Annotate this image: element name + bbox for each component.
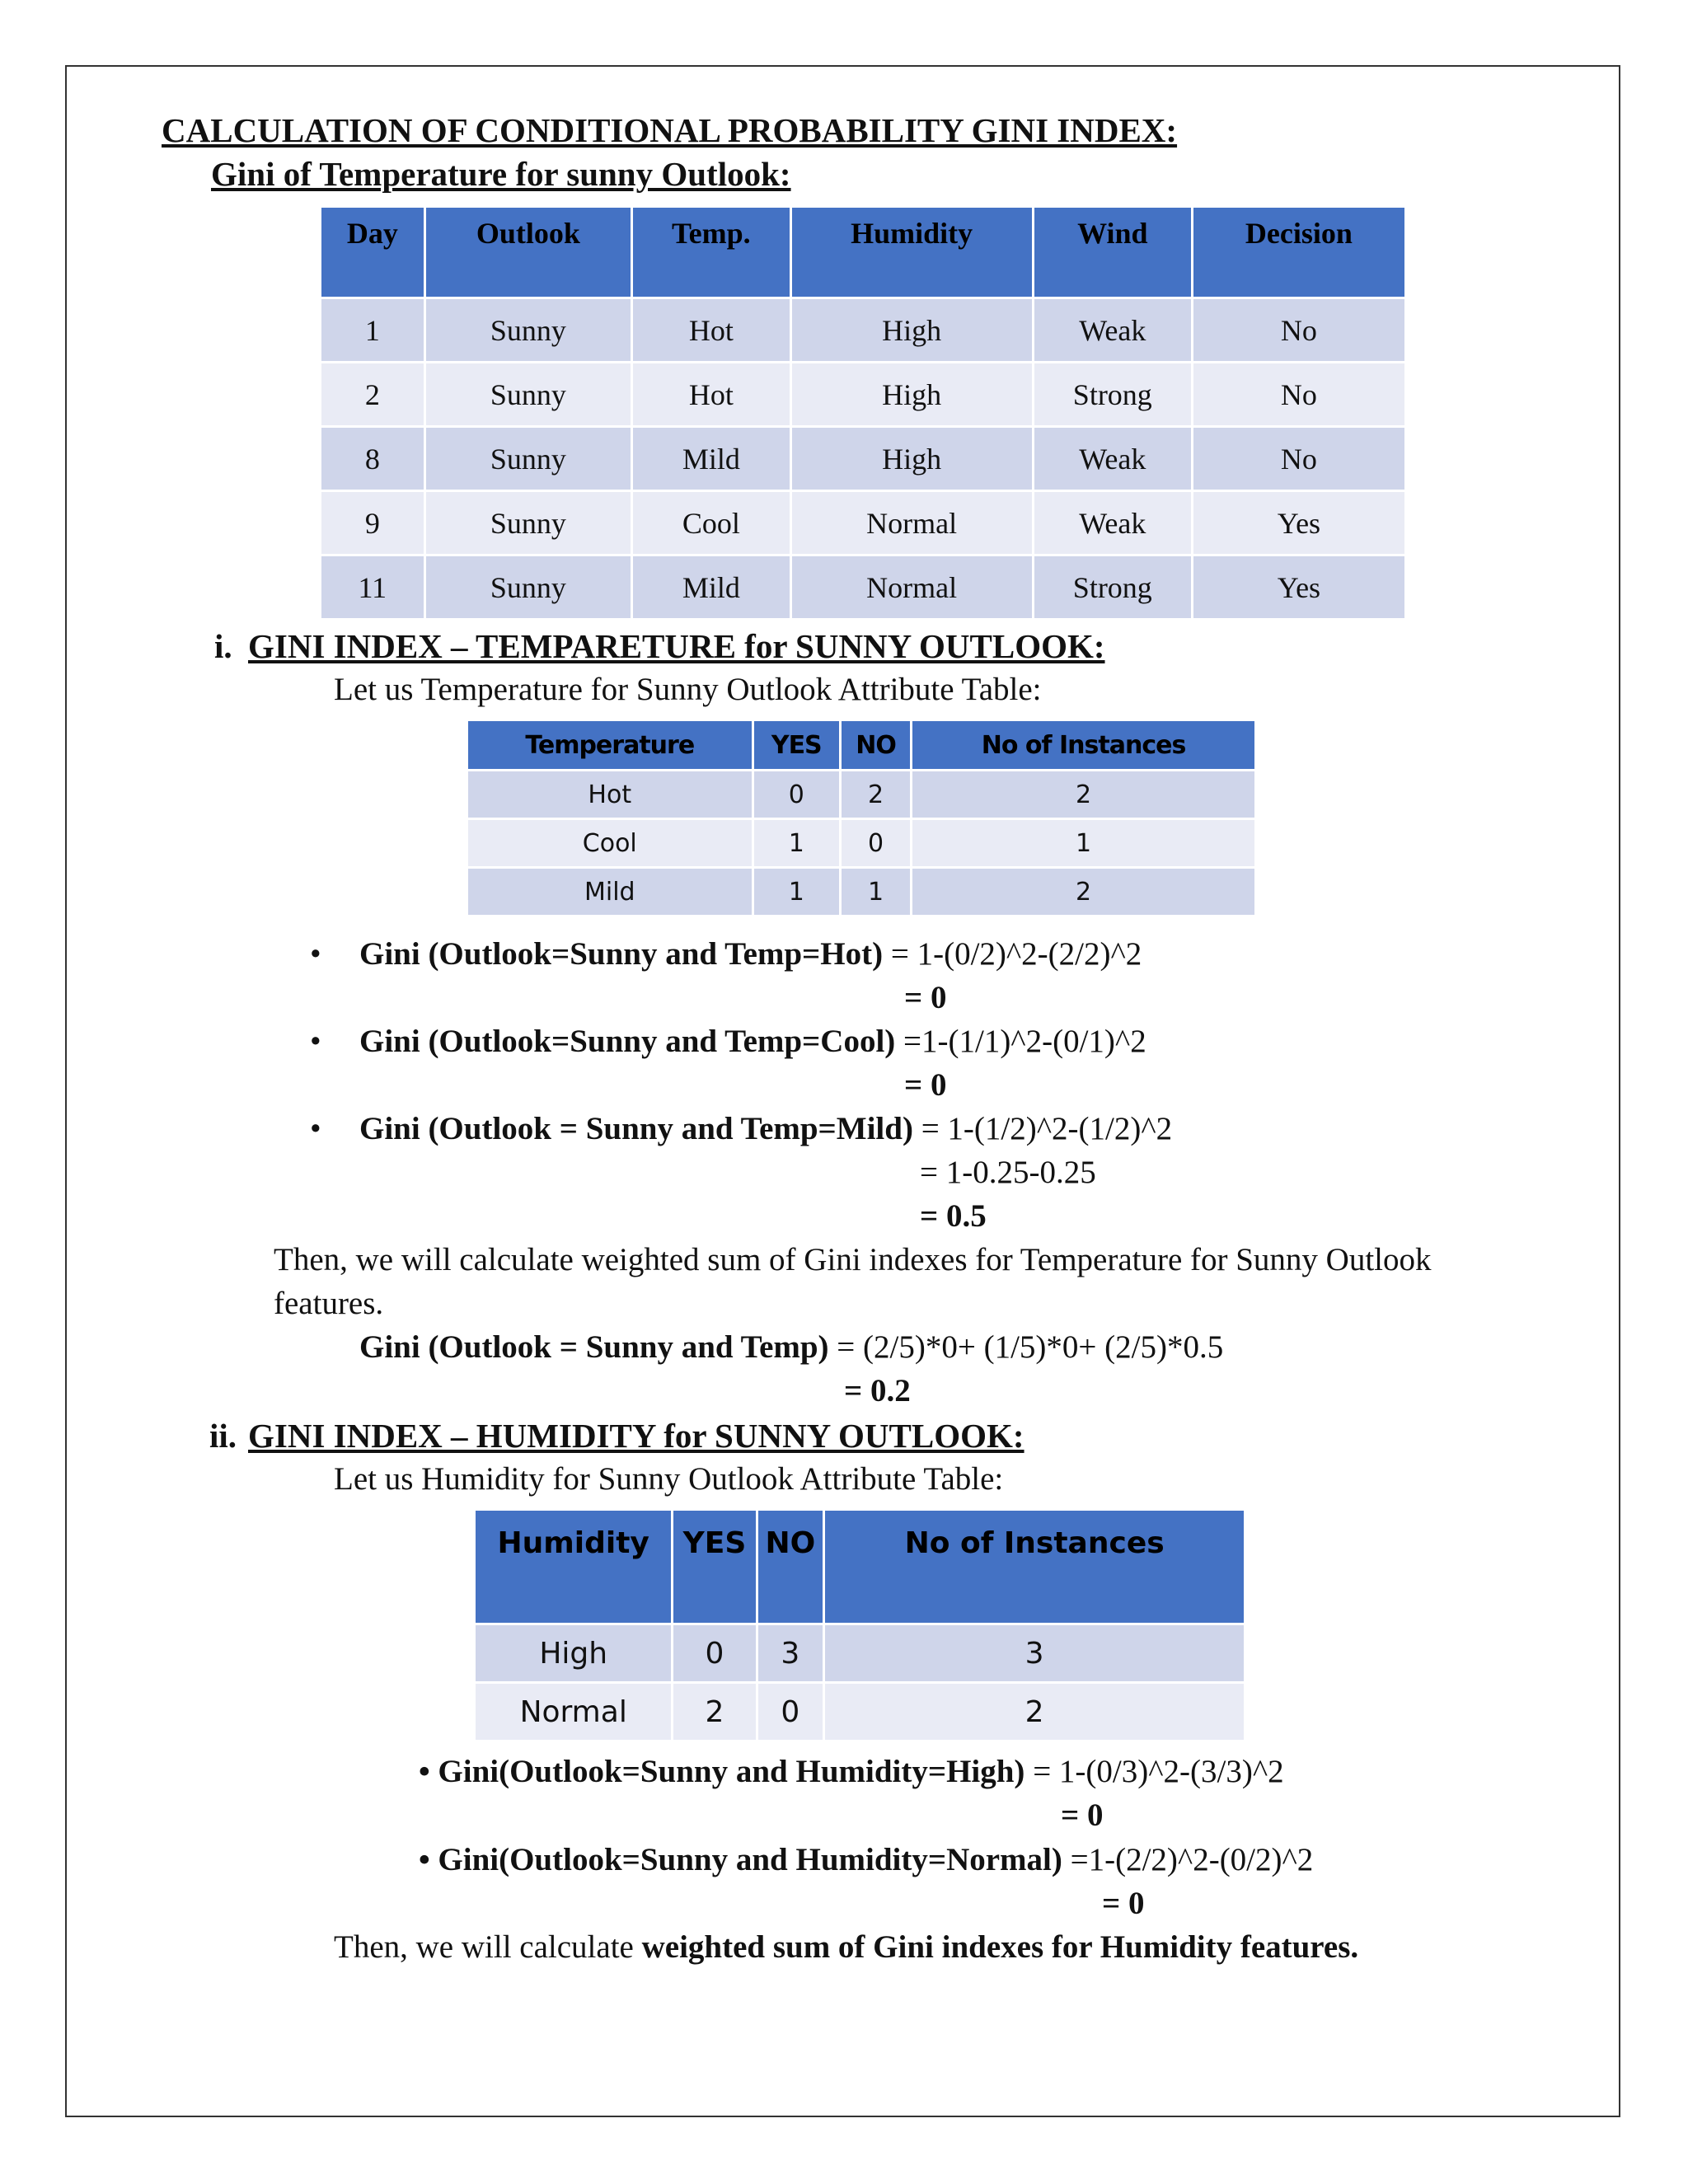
gini-high-formula	[419, 1753, 1284, 1790]
table-cell: High	[790, 298, 1033, 363]
table-cell: Yes	[1192, 555, 1405, 620]
gini-cool-formula	[359, 1023, 1146, 1060]
table-cell: 11	[321, 555, 425, 620]
table-cell: Normal	[790, 491, 1033, 555]
table-cell: Cool	[632, 491, 790, 555]
table-cell: Cool	[467, 819, 753, 868]
gini-high-expr: = 1-(0/3)^2-(3/3)^2	[1025, 1754, 1284, 1789]
table-cell: Sunny	[424, 298, 631, 363]
gini-normal-formula	[419, 1841, 1313, 1878]
table-header-row	[475, 1510, 1245, 1624]
table-cell: Mild	[632, 555, 790, 620]
table-cell: No	[1192, 363, 1405, 427]
table-cell: 0	[757, 1683, 824, 1741]
header-temp: Temp.	[632, 207, 790, 298]
table-cell: Hot	[632, 298, 790, 363]
section-1-heading: GINI INDEX – TEMPARETURE for SUNNY OUTLOOK:	[248, 627, 1105, 665]
gini-mild-label: Gini (Outlook = Sunny and Temp=Mild)	[359, 1111, 913, 1146]
gini-hot-expr: = 1-(0/2)^2-(2/2)^2	[883, 936, 1142, 972]
weighted-temp-expr: = (2/5)*0+ (1/5)*0+ (2/5)*0.5	[828, 1329, 1224, 1365]
header-yes: YES	[673, 1510, 757, 1624]
gini-cool-label: Gini (Outlook=Sunny and Temp=Cool)	[359, 1024, 896, 1059]
gini-normal-expr: =1-(2/2)^2-(0/2)^2	[1062, 1842, 1314, 1877]
table-cell: 0	[840, 819, 911, 868]
table-cell: 1	[840, 868, 911, 916]
table-cell: 2	[912, 868, 1256, 916]
table-cell: Sunny	[424, 363, 631, 427]
table-cell: High	[790, 363, 1033, 427]
table-cell: 8	[321, 427, 425, 491]
humidity-weighted-intro	[334, 1929, 1358, 1966]
table-row	[321, 491, 1406, 555]
table-cell: Normal	[475, 1683, 673, 1741]
table-cell: 1	[753, 868, 840, 916]
gini-mild-formula	[359, 1110, 1172, 1147]
temperature-attribute-table	[466, 719, 1257, 917]
header-no: NO	[757, 1510, 824, 1624]
bullet-icon: •	[419, 1842, 438, 1877]
table-cell: Sunny	[424, 427, 631, 491]
table-cell: Weak	[1033, 298, 1192, 363]
page-title: CALCULATION OF CONDITIONAL PROBABILITY GINI INDEX:	[162, 111, 1178, 149]
table-cell: Hot	[632, 363, 790, 427]
table-cell: 0	[753, 771, 840, 819]
table-cell: 2	[321, 363, 425, 427]
section-1-number: i.	[214, 627, 232, 665]
section-2-number: ii.	[209, 1417, 237, 1455]
header-yes: YES	[753, 720, 840, 771]
weighted-temp-label: Gini (Outlook = Sunny and Temp)	[359, 1329, 829, 1365]
weighted-temp-formula	[359, 1329, 1223, 1366]
bullet-icon: •	[310, 936, 321, 972]
weighted-intro-line2: features.	[274, 1286, 384, 1321]
gini-normal-result: = 0	[1102, 1886, 1145, 1921]
table-row	[321, 555, 1406, 620]
table-cell: Mild	[632, 427, 790, 491]
gini-high-result: = 0	[1061, 1797, 1104, 1833]
section-2-intro: Let us Humidity for Sunny Outlook Attribute Table:	[334, 1461, 1004, 1497]
table-cell: 3	[757, 1624, 824, 1683]
table-row	[321, 427, 1406, 491]
gini-cool-result: = 0	[904, 1067, 947, 1103]
table-cell: 1	[321, 298, 425, 363]
header-decision: Decision	[1192, 207, 1405, 298]
gini-mild-expr: = 1-(1/2)^2-(1/2)^2	[912, 1111, 1173, 1146]
table-cell: Strong	[1033, 555, 1192, 620]
table-cell: 9	[321, 491, 425, 555]
table-cell: 0	[673, 1624, 757, 1683]
table-cell: Hot	[467, 771, 753, 819]
gini-hot-formula	[359, 935, 1142, 972]
table-row	[321, 363, 1406, 427]
gini-hot-result: = 0	[904, 980, 947, 1015]
table-row	[321, 298, 1406, 363]
sunny-outlook-table	[319, 205, 1407, 621]
table-cell: 1	[912, 819, 1256, 868]
bullet-icon: •	[419, 1754, 438, 1789]
bullet-icon: •	[310, 1024, 321, 1059]
table-cell: 1	[753, 819, 840, 868]
table-cell: Yes	[1192, 491, 1405, 555]
table-row	[475, 1624, 1245, 1683]
table-header-row	[321, 207, 1406, 298]
table-cell: Weak	[1033, 427, 1192, 491]
table-cell: No	[1192, 427, 1405, 491]
table-cell: High	[475, 1624, 673, 1683]
table-cell: No	[1192, 298, 1405, 363]
header-humidity: Humidity	[475, 1510, 673, 1624]
table-cell: 3	[824, 1624, 1245, 1683]
table-row	[467, 819, 1256, 868]
table-row	[467, 868, 1256, 916]
table-row	[475, 1683, 1245, 1741]
gini-mild-result: = 0.5	[920, 1198, 987, 1234]
header-no: NO	[840, 720, 911, 771]
table-cell: 2	[840, 771, 911, 819]
gini-mild-step: = 1-0.25-0.25	[920, 1155, 1096, 1190]
page-subtitle: Gini of Temperature for sunny Outlook:	[211, 155, 791, 193]
table-cell: Normal	[790, 555, 1033, 620]
gini-hot-label: Gini (Outlook=Sunny and Temp=Hot)	[359, 936, 884, 972]
table-cell: 2	[673, 1683, 757, 1741]
table-header-row	[467, 720, 1256, 771]
table-cell: 2	[824, 1683, 1245, 1741]
header-instances: No of Instances	[912, 720, 1256, 771]
table-cell: Sunny	[424, 491, 631, 555]
humidity-attribute-table	[473, 1508, 1246, 1742]
humidity-weighted-bold: weighted sum of Gini indexes for Humidity features.	[641, 1929, 1359, 1965]
gini-high-label: Gini(Outlook=Sunny and Humidity=High)	[438, 1754, 1025, 1789]
humidity-weighted-plain: Then, we will calculate	[334, 1929, 642, 1965]
table-cell: Mild	[467, 868, 753, 916]
weighted-intro-line1: Then, we will calculate weighted sum of Gini indexes for Temperature for Sunny Outlook	[274, 1242, 1432, 1277]
gini-cool-expr: =1-(1/1)^2-(0/1)^2	[895, 1024, 1146, 1059]
table-row	[467, 771, 1256, 819]
header-humidity: Humidity	[790, 207, 1033, 298]
header-instances: No of Instances	[824, 1510, 1245, 1624]
section-1-intro: Let us Temperature for Sunny Outlook Attribute Table:	[334, 672, 1042, 707]
table-cell: Strong	[1033, 363, 1192, 427]
table-cell: High	[790, 427, 1033, 491]
section-2-heading: GINI INDEX – HUMIDITY for SUNNY OUTLOOK:	[248, 1417, 1025, 1455]
table-cell: Sunny	[424, 555, 631, 620]
gini-normal-label: Gini(Outlook=Sunny and Humidity=Normal)	[438, 1842, 1062, 1877]
header-temperature: Temperature	[467, 720, 753, 771]
header-wind: Wind	[1033, 207, 1192, 298]
header-day: Day	[321, 207, 425, 298]
table-cell: 2	[912, 771, 1256, 819]
weighted-temp-result: = 0.2	[844, 1373, 911, 1408]
bullet-icon: •	[310, 1111, 321, 1146]
header-outlook: Outlook	[424, 207, 631, 298]
table-cell: Weak	[1033, 491, 1192, 555]
